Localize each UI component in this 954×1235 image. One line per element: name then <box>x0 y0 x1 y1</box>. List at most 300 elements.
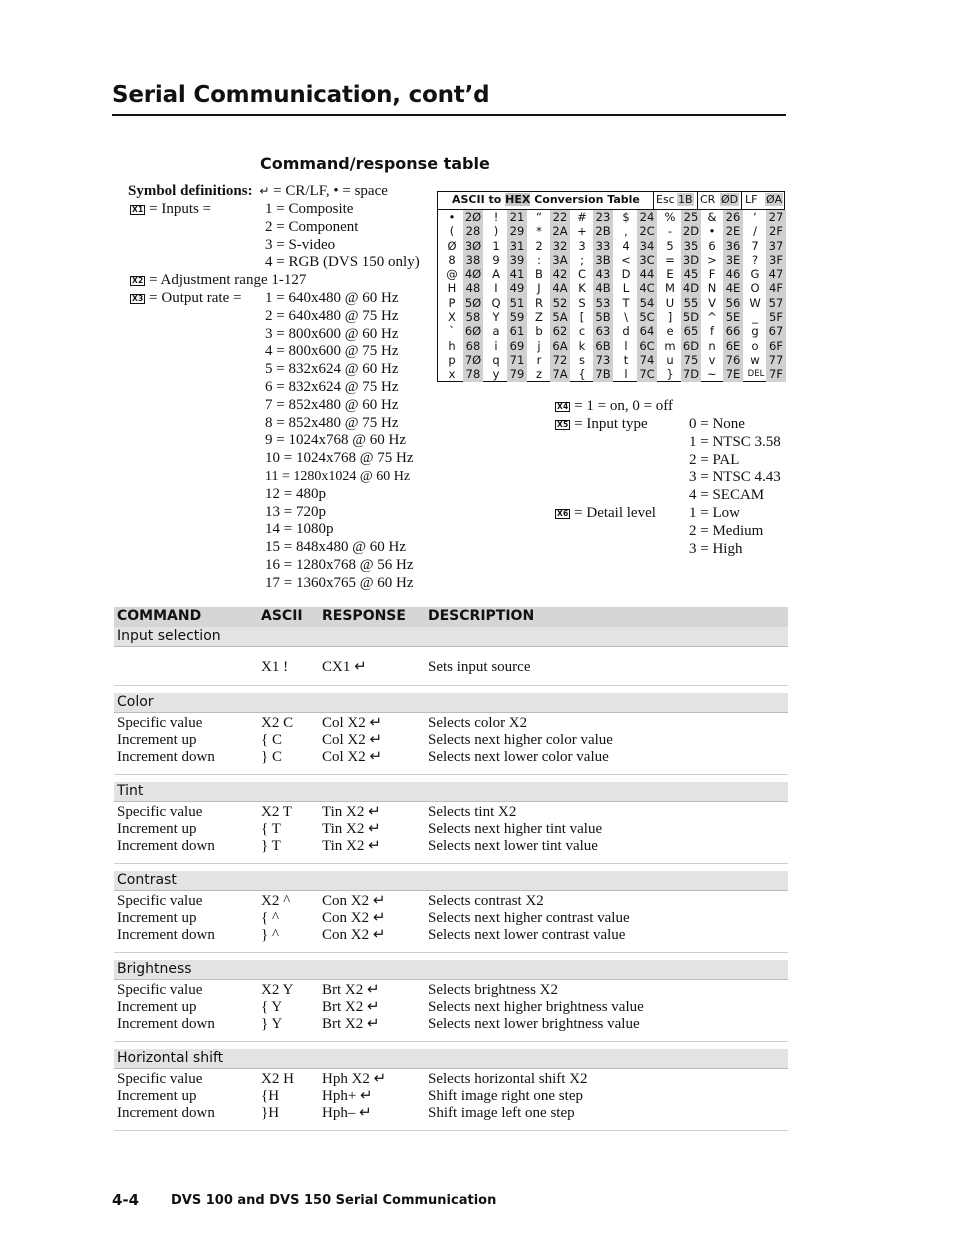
hex-code: 49 <box>507 281 527 295</box>
ascii-char: l <box>624 367 628 382</box>
section-heading: Command/response table <box>260 154 490 173</box>
hex-code: 74 <box>637 353 657 367</box>
ascii-char: 5 <box>666 238 674 253</box>
ascii-char: P <box>448 295 456 310</box>
ascii-char: L <box>622 281 630 296</box>
ascii-char: Z <box>535 310 543 325</box>
input-option: 2 = Component <box>265 218 359 235</box>
hex-code: 63 <box>593 324 613 338</box>
hex-code: 79 <box>507 367 527 381</box>
command-cell: Specific value <box>117 804 203 820</box>
table-row <box>114 821 788 838</box>
description-cell: Sets input source <box>428 659 531 675</box>
ascii-char: ^ <box>707 310 717 325</box>
description-cell: Selects contrast X2 <box>428 893 544 909</box>
input-type-list <box>689 416 781 505</box>
hex-code: 6D <box>682 338 700 353</box>
rate-option: 2 = 640x480 @ 75 Hz <box>265 307 399 324</box>
space-definition: • = space <box>333 183 388 199</box>
ascii-cell: X2 Y <box>261 982 294 998</box>
ascii-char: } <box>666 367 674 382</box>
ascii-char: M <box>665 281 675 296</box>
ascii-table-header <box>438 192 784 210</box>
response-cell: CX1 ↵ <box>322 659 367 675</box>
hex-code: 3D <box>682 252 700 267</box>
table-row <box>114 732 788 749</box>
ascii-char: W <box>749 295 761 310</box>
x5-label <box>555 416 648 434</box>
x4-box: X4 <box>557 402 569 411</box>
ascii-char: ] <box>667 310 673 325</box>
group-header <box>114 960 788 980</box>
ascii-char: 4 <box>622 238 630 253</box>
ascii-char: p <box>448 352 456 367</box>
hex-code: 4B <box>593 281 613 295</box>
col-description: DESCRIPTION <box>428 608 535 624</box>
x1-box: X1 <box>132 205 144 214</box>
ascii-char: D <box>621 267 631 282</box>
ascii-cell: X2 H <box>261 1071 294 1087</box>
response-cell: Tin X2 ↵ <box>322 838 381 854</box>
crlf-definition: = CR/LF, <box>273 183 330 199</box>
ascii-char: h <box>448 338 456 353</box>
ascii-char: O <box>750 281 760 296</box>
ascii-char: Y <box>492 310 500 325</box>
header-divider <box>697 192 698 209</box>
description-cell: Selects horizontal shift X2 <box>428 1071 588 1087</box>
hex-code: 46 <box>723 267 743 281</box>
table-row <box>114 1016 788 1033</box>
input-type-option: 3 = NTSC 4.43 <box>689 469 781 486</box>
ascii-char: 9 <box>492 252 500 267</box>
hex-code: 3F <box>766 253 786 267</box>
ascii-cell: { T <box>261 821 281 837</box>
x3-label <box>130 290 241 308</box>
ascii-char: 8 <box>448 252 456 267</box>
hex-code: 3B <box>593 253 613 267</box>
group-header <box>114 1049 788 1069</box>
group-rows <box>114 891 788 953</box>
group-name: Contrast <box>117 872 177 888</box>
hex-code: 29 <box>507 224 527 238</box>
description-cell: Selects color X2 <box>428 715 528 731</box>
ascii-char: B <box>535 267 543 282</box>
table-row <box>114 1071 788 1088</box>
hex-code: 23 <box>593 210 613 224</box>
command-cell: Increment down <box>117 838 215 854</box>
hex-code: 5F <box>766 310 786 324</box>
hex-code: 5B <box>593 310 613 324</box>
hex-code: 35 <box>681 239 701 253</box>
ascii-char: y <box>492 367 500 382</box>
hex-code: 48 <box>463 281 483 295</box>
hex-code: 2D <box>682 224 700 239</box>
ascii-char: N <box>707 281 717 296</box>
ascii-char: ; <box>580 252 584 267</box>
hex-code: 36 <box>723 239 743 253</box>
response-cell: Col X2 ↵ <box>322 732 383 748</box>
response-cell: Col X2 ↵ <box>322 749 383 765</box>
detail-list <box>689 505 763 558</box>
hex-code: 57 <box>766 296 786 310</box>
hex-code: 77 <box>766 353 786 367</box>
group-name: Tint <box>117 783 144 799</box>
group-name: Horizontal shift <box>117 1050 224 1066</box>
ascii-char: @ <box>446 267 458 282</box>
ascii-char: * <box>536 224 542 239</box>
hex-code: 7F <box>766 367 786 381</box>
ascii-char: ` <box>449 324 455 339</box>
ascii-char: b <box>535 324 543 339</box>
ascii-char: - <box>667 224 673 239</box>
adjust-range: = Adjustment range 1-127 <box>149 272 307 288</box>
hex-code: 51 <box>507 296 527 310</box>
lf-label: LF <box>745 193 758 206</box>
hex-code: 24 <box>637 210 657 224</box>
ascii-cell: X2 T <box>261 804 292 820</box>
hex-code: 66 <box>723 324 743 338</box>
rate-option: 3 = 800x600 @ 60 Hz <box>265 325 399 342</box>
ascii-char: < <box>621 252 631 267</box>
table-row <box>114 804 788 821</box>
rate-option: 8 = 852x480 @ 75 Hz <box>265 414 399 431</box>
hex-code: 64 <box>637 324 657 338</box>
hex-code: 2C <box>637 224 657 238</box>
ascii-char: F <box>708 267 716 282</box>
col-command: COMMAND <box>117 608 202 624</box>
hex-code: 27 <box>766 210 786 224</box>
rate-option: 13 = 720p <box>265 503 326 520</box>
hex-code: 2A <box>550 224 570 238</box>
hex-code: 43 <box>593 267 613 281</box>
hex-code: 65 <box>681 324 701 338</box>
x2-definition <box>130 272 306 290</box>
ascii-char: w <box>750 352 760 367</box>
table-row <box>114 999 788 1016</box>
ascii-char: H <box>447 281 457 296</box>
hex-code: 3C <box>637 253 657 267</box>
hex-code: 32 <box>550 239 570 253</box>
hex-code: 78 <box>463 367 483 381</box>
group-name: Color <box>117 694 154 710</box>
response-cell: Con X2 ↵ <box>322 893 386 909</box>
ascii-cell: } ^ <box>261 927 279 943</box>
description-cell: Selects next higher tint value <box>428 821 603 837</box>
ascii-char: T <box>622 295 630 310</box>
table-header <box>114 607 788 627</box>
group-rows <box>114 802 788 864</box>
ascii-char: s <box>579 352 585 367</box>
ascii-char: $ <box>622 210 630 224</box>
command-cell: Specific value <box>117 1071 203 1087</box>
ascii-char: E <box>666 267 674 282</box>
description-cell: Selects next higher color value <box>428 732 613 748</box>
ascii-char: r <box>536 352 542 367</box>
hex-code: 25 <box>681 210 701 224</box>
response-cell: Hph– ↵ <box>322 1105 372 1121</box>
ascii-char: A <box>492 267 500 282</box>
table-row <box>114 659 788 676</box>
response-cell: Brt X2 ↵ <box>322 1016 380 1032</box>
ascii-char: • <box>448 210 456 224</box>
esc-hex: 1B <box>678 193 693 206</box>
ascii-char: , <box>624 224 628 239</box>
return-icon: ↵ <box>259 184 270 198</box>
hex-code: 5C <box>637 310 657 324</box>
table-row <box>114 910 788 927</box>
ascii-cell: X2 ^ <box>261 893 291 909</box>
ascii-char: # <box>577 210 587 224</box>
rate-option: 15 = 848x480 @ 60 Hz <box>265 539 407 556</box>
hex-code: 4D <box>682 281 700 296</box>
x2-box: X2 <box>132 276 144 285</box>
input-type-option: 2 = PAL <box>689 451 740 468</box>
detail-option: 1 = Low <box>689 505 740 521</box>
group-header <box>114 693 788 713</box>
ascii-char: v <box>708 352 716 367</box>
hex-code: 62 <box>550 324 570 338</box>
description-cell: Selects brightness X2 <box>428 982 558 998</box>
response-cell: Hph X2 ↵ <box>322 1071 387 1087</box>
hex-code: 5Ø <box>464 295 482 310</box>
ascii-char: • <box>708 224 716 239</box>
group-rows <box>114 647 788 686</box>
hex-code: 58 <box>463 310 483 324</box>
ascii-char: ~ <box>707 367 717 382</box>
symbol-heading: Symbol definitions: <box>128 183 253 199</box>
hex-code: 7B <box>593 367 613 381</box>
x4-definition <box>555 398 673 416</box>
description-cell: Selects next higher contrast value <box>428 910 630 926</box>
hex-code: 6B <box>593 339 613 353</box>
cr-hex: ØD <box>721 193 739 206</box>
hex-code: 39 <box>507 253 527 267</box>
hex-code: 4C <box>637 281 657 295</box>
x6-box: X6 <box>557 509 569 518</box>
hex-code: 6E <box>723 339 743 353</box>
ascii-char: k <box>578 338 586 353</box>
output-rate-label: = Output rate = <box>149 290 242 306</box>
hex-code: 52 <box>550 296 570 310</box>
command-cell: Specific value <box>117 715 203 731</box>
ascii-char: 6 <box>708 238 716 253</box>
ascii-char: X <box>448 310 456 325</box>
col-ascii: ASCII <box>261 608 303 624</box>
hex-code: 53 <box>593 296 613 310</box>
table-row <box>114 749 788 766</box>
ascii-cell: X1 ! <box>261 659 289 675</box>
ascii-char: t <box>623 352 629 367</box>
ascii-char: j <box>537 338 541 353</box>
response-cell: Brt X2 ↵ <box>322 999 380 1015</box>
ascii-char: l <box>624 338 628 353</box>
rate-option: 7 = 852x480 @ 60 Hz <box>265 396 399 413</box>
col-response: RESPONSE <box>322 608 406 624</box>
hex-code: 26 <box>723 210 743 224</box>
ascii-cell: {H <box>261 1088 280 1104</box>
ascii-char: _ <box>752 310 758 325</box>
ascii-char: u <box>666 352 674 367</box>
x3-box: X3 <box>132 294 144 303</box>
hex-code: 2E <box>723 224 743 238</box>
hex-code: 59 <box>507 310 527 324</box>
group-header <box>114 871 788 891</box>
hex-code: 7E <box>723 367 743 381</box>
description-cell: Selects next lower color value <box>428 749 609 765</box>
hex-code: 2B <box>593 224 613 238</box>
rate-option: 6 = 832x624 @ 75 Hz <box>265 378 399 395</box>
hex-code: 7A <box>550 367 570 381</box>
table-row <box>114 982 788 999</box>
hex-code: 6Ø <box>464 324 482 339</box>
response-cell: Tin X2 ↵ <box>322 821 381 837</box>
ascii-hex-table <box>437 191 785 382</box>
ascii-char: + <box>577 224 587 239</box>
response-cell: Con X2 ↵ <box>322 927 386 943</box>
command-cell: Increment up <box>117 999 197 1015</box>
hex-code: 7Ø <box>464 352 482 367</box>
command-cell: Specific value <box>117 893 203 909</box>
rate-option: 10 = 1024x768 @ 75 Hz <box>265 450 414 467</box>
ascii-char: S <box>578 295 586 310</box>
table-row <box>114 838 788 855</box>
hex-code: 6A <box>550 339 570 353</box>
hex-code: 4Ø <box>464 267 482 282</box>
hex-code: 6F <box>766 339 786 353</box>
command-cell: Increment down <box>117 749 215 765</box>
rate-option: 17 = 1360x765 @ 60 Hz <box>265 574 414 591</box>
ascii-char: e <box>666 324 674 339</box>
command-response-table <box>114 607 788 1131</box>
rate-option: 12 = 480p <box>265 485 326 502</box>
hex-code: 2Ø <box>464 210 482 224</box>
ascii-char: 3 <box>578 238 586 253</box>
footer-text: DVS 100 and DVS 150 Serial Communication <box>171 1193 497 1208</box>
hex-code: 56 <box>723 296 743 310</box>
page-number: 4-4 <box>112 1191 140 1209</box>
ascii-cell: { ^ <box>261 910 279 926</box>
command-cell: Increment down <box>117 1016 215 1032</box>
rate-option: 5 = 832x624 @ 60 Hz <box>265 361 399 378</box>
ascii-char: & <box>707 210 717 224</box>
ascii-char: q <box>492 352 500 367</box>
hex-code: 3E <box>723 253 743 267</box>
table-body <box>114 627 788 1131</box>
hex-code: 7D <box>682 367 700 382</box>
header-divider <box>741 192 742 209</box>
response-cell: Tin X2 ↵ <box>322 804 381 820</box>
description-cell: Shift image left one step <box>428 1105 575 1121</box>
hex-code: 6C <box>637 339 657 353</box>
ascii-char: I <box>494 281 498 296</box>
table-row <box>114 1105 788 1122</box>
description-cell: Selects next lower contrast value <box>428 927 626 943</box>
hex-code: 37 <box>766 239 786 253</box>
page-title: Serial Communication, cont’d <box>112 82 490 108</box>
detail-option: 2 = Medium <box>689 522 764 539</box>
input-type-option: 4 = SECAM <box>689 487 765 504</box>
ascii-char: o <box>751 338 759 353</box>
ascii-cell: { Y <box>261 999 283 1015</box>
group-header <box>114 627 788 647</box>
hex-code: 76 <box>723 353 743 367</box>
description-cell: Selects next higher brightness value <box>428 999 644 1015</box>
ascii-char: { <box>578 367 586 382</box>
ascii-char: % <box>664 210 676 224</box>
input-type-option: 0 = None <box>689 416 745 432</box>
ascii-char: ( <box>449 224 455 239</box>
title-rule <box>112 114 786 116</box>
ascii-char: C <box>577 267 587 282</box>
ascii-cell: } T <box>261 838 281 854</box>
hex-code: 21 <box>507 210 527 224</box>
command-cell: Increment up <box>117 821 197 837</box>
hex-code: 33 <box>593 239 613 253</box>
command-cell: Increment up <box>117 732 197 748</box>
ascii-char: ! <box>493 210 499 224</box>
hex-code: 42 <box>550 267 570 281</box>
table-row <box>114 715 788 732</box>
hex-code: 47 <box>766 267 786 281</box>
cr-label: CR <box>700 193 716 206</box>
ascii-char: G <box>750 267 760 282</box>
symbol-definitions <box>128 183 428 201</box>
inputs-list <box>265 201 420 272</box>
ascii-char: U <box>665 295 675 310</box>
table-row <box>114 893 788 910</box>
input-option: 1 = Composite <box>265 201 354 217</box>
group-header <box>114 782 788 802</box>
ascii-char: c <box>578 324 586 339</box>
inputs-label: = Inputs = <box>149 201 212 217</box>
rate-option: 11 = 1280x1024 @ 60 Hz <box>265 468 411 484</box>
hex-code: 73 <box>593 353 613 367</box>
hex-code: 4E <box>723 281 743 295</box>
rate-option: 14 = 1080p <box>265 521 334 538</box>
ascii-char: x <box>448 367 456 382</box>
hex-code: 38 <box>463 253 483 267</box>
hex-code: 75 <box>681 353 701 367</box>
ascii-char: i <box>494 338 498 353</box>
hex-code: 68 <box>463 339 483 353</box>
detail-level-label: = Detail level <box>574 505 656 521</box>
command-cell: Increment up <box>117 1088 197 1104</box>
ascii-char: a <box>492 324 500 339</box>
ascii-char: V <box>708 295 716 310</box>
input-option: 3 = S-video <box>265 236 336 253</box>
ascii-char: ) <box>493 224 499 239</box>
hex-code: 22 <box>550 210 570 224</box>
hex-code: 4F <box>766 281 786 295</box>
command-cell: Increment down <box>117 927 215 943</box>
ascii-cell: } Y <box>261 1016 283 1032</box>
rate-option: 16 = 1280x768 @ 56 Hz <box>265 556 414 573</box>
response-cell: Col X2 ↵ <box>322 715 383 731</box>
hex-code: 71 <box>507 353 527 367</box>
hex-code: 5A <box>550 310 570 324</box>
hex-code: 4A <box>550 281 570 295</box>
header-divider <box>653 192 654 209</box>
group-name: Input selection <box>117 628 221 644</box>
x1-label <box>130 201 211 219</box>
hex-code: 54 <box>637 296 657 310</box>
hex-code: 69 <box>507 339 527 353</box>
hex-code: 44 <box>637 267 657 281</box>
ascii-char: 7 <box>751 238 759 253</box>
hex-code: 3A <box>550 253 570 267</box>
ascii-cell: { C <box>261 732 282 748</box>
ascii-char: K <box>578 281 586 296</box>
